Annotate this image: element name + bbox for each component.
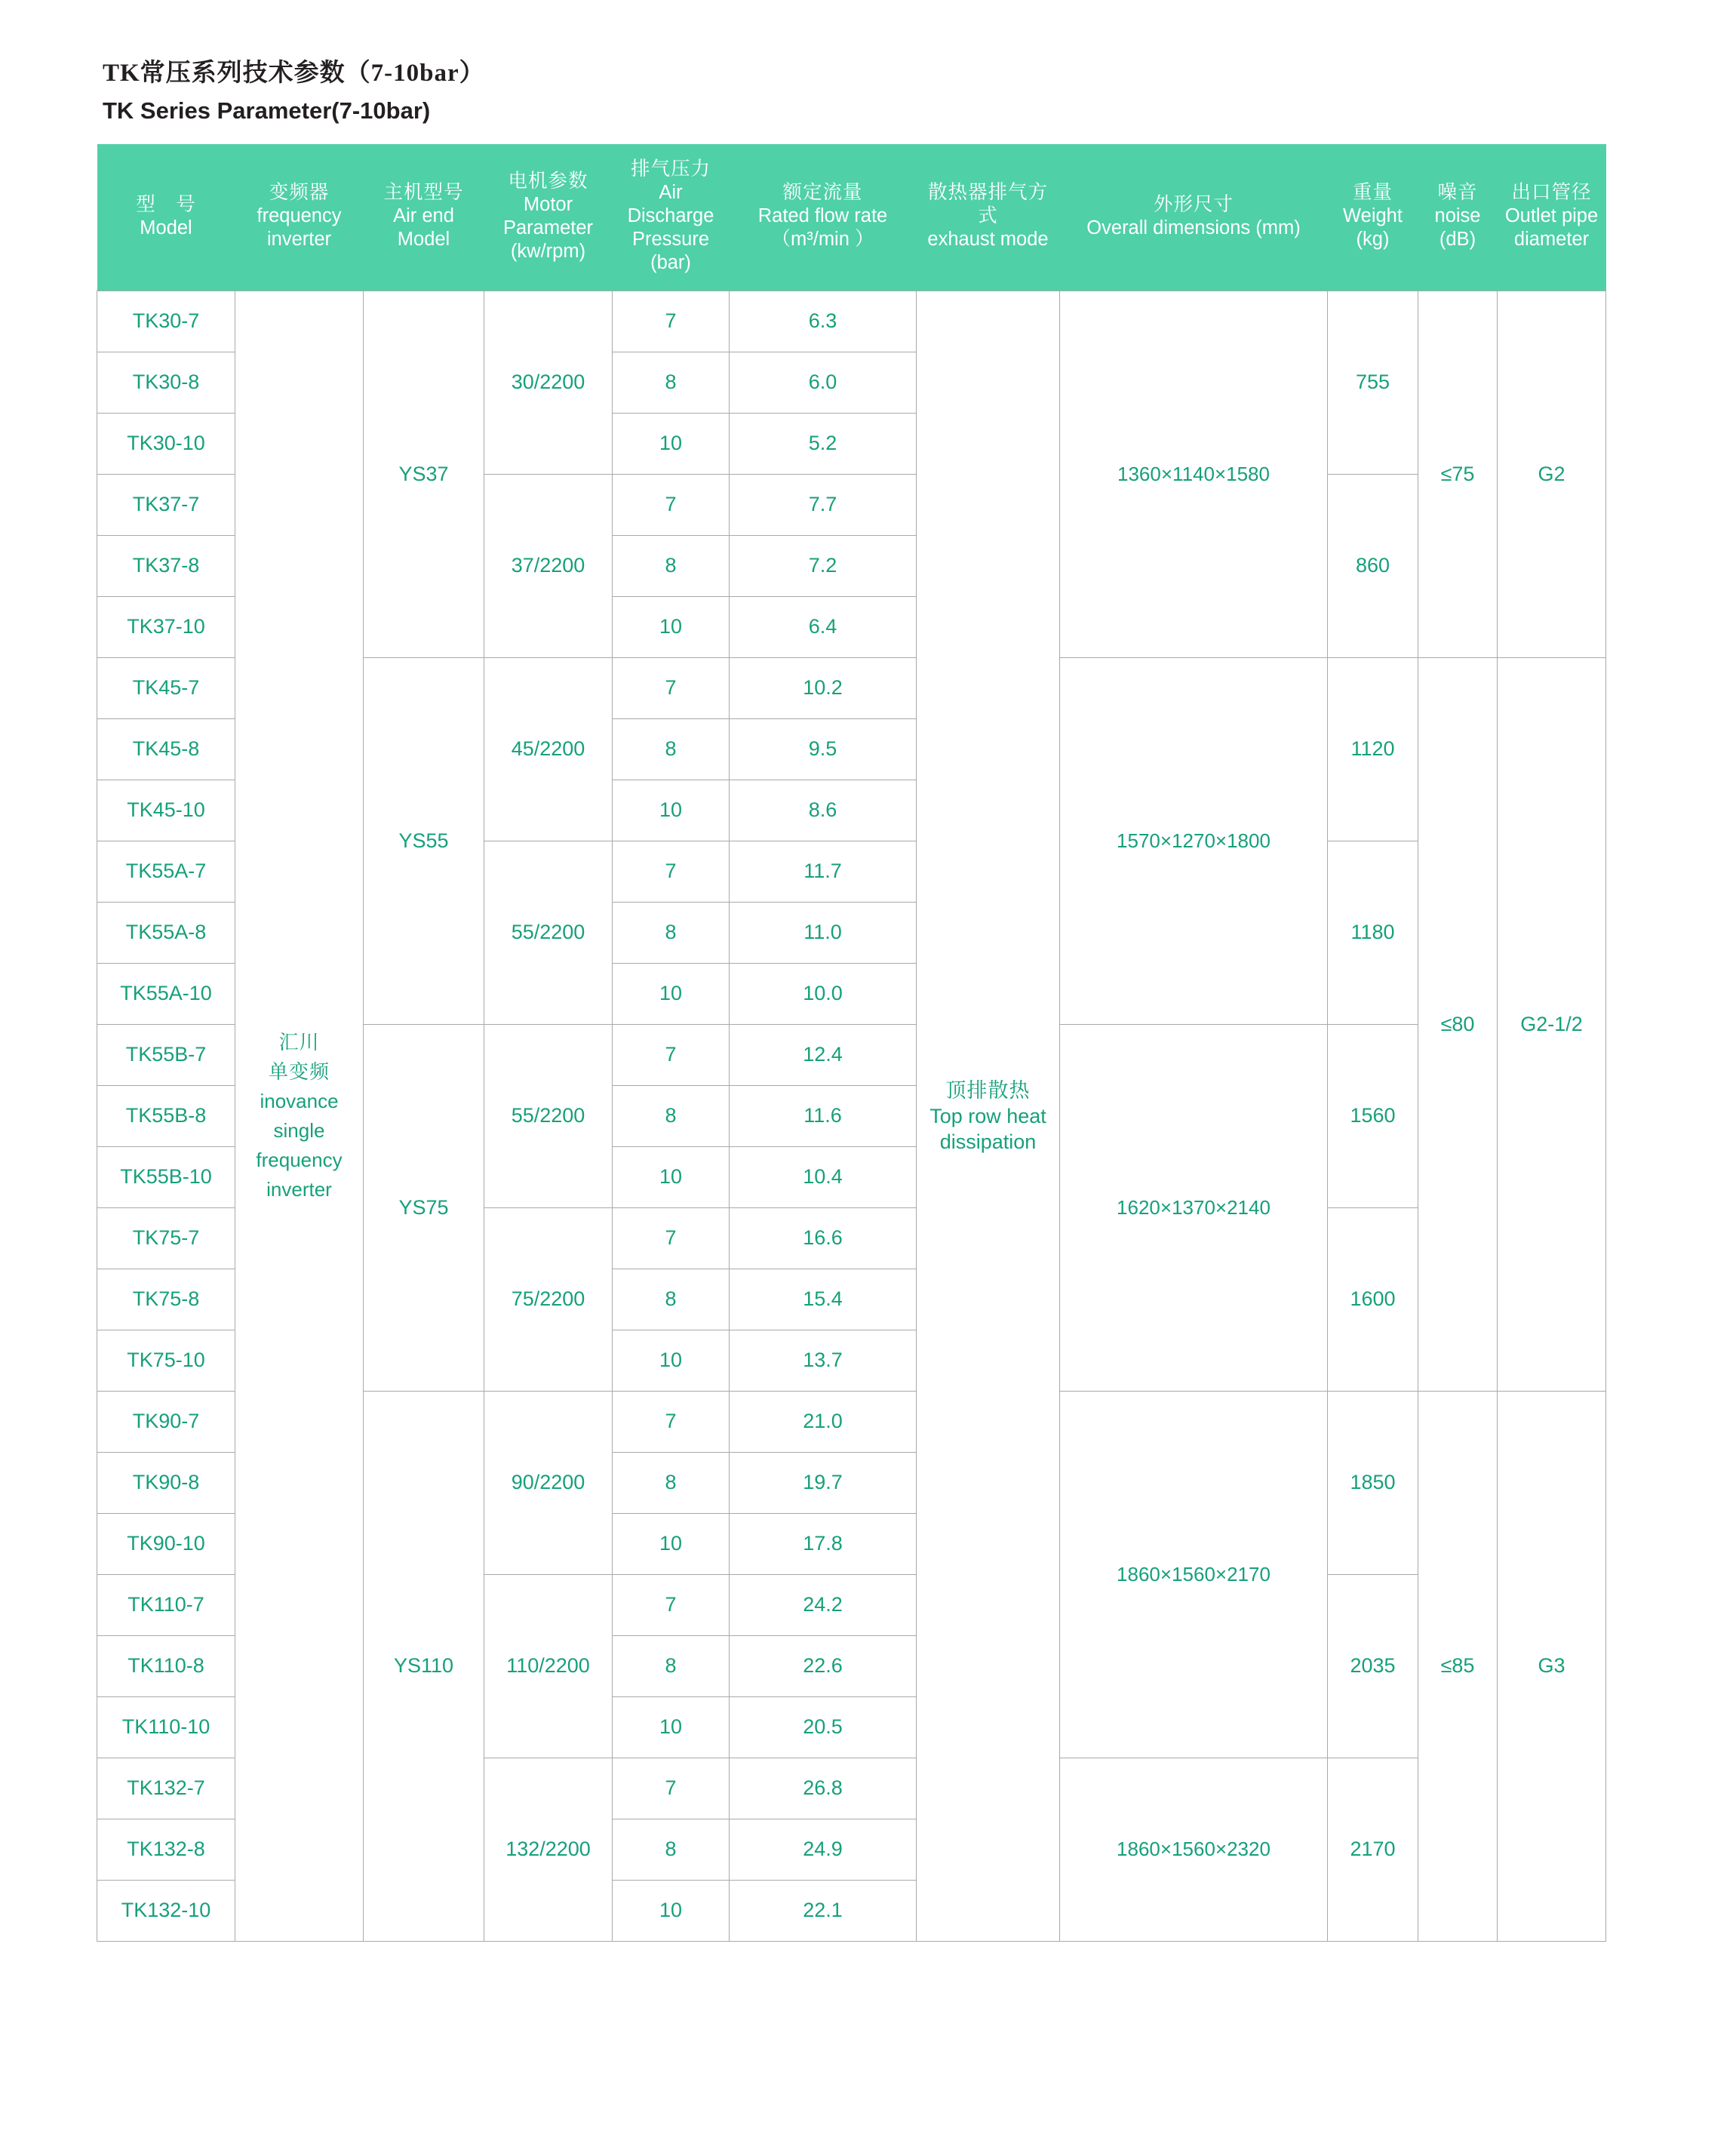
cell-model: TK75-7 [97, 1207, 235, 1269]
page-title-cn: TK常压系列技术参数（7-10bar） [103, 60, 485, 87]
cell-air-discharge-pressure: 8 [613, 1085, 730, 1146]
table-row [97, 291, 1606, 352]
column-header-weight [1328, 144, 1418, 291]
cell-air-discharge-pressure: 7 [613, 841, 730, 902]
column-header-model [97, 144, 235, 291]
cell-air-discharge-pressure: 10 [613, 1330, 730, 1391]
cell-model: TK75-10 [97, 1330, 235, 1391]
cell-rated-flow-rate: 22.1 [730, 1880, 917, 1941]
cell-model: TK55A-7 [97, 841, 235, 902]
cell-model: TK90-7 [97, 1391, 235, 1452]
cell-air-discharge-pressure: 10 [613, 413, 730, 474]
cell-model: TK132-8 [97, 1819, 235, 1880]
column-header-outlet-en: Outlet pipe diameter [1504, 205, 1599, 251]
cell-model: TK45-7 [97, 657, 235, 718]
cell-rated-flow-rate: 24.2 [730, 1574, 917, 1635]
cell-air-discharge-pressure: 10 [613, 1696, 730, 1758]
cell-air-end-model: YS75 [364, 1024, 484, 1391]
column-header-inverter-cn: 变频器 [269, 182, 330, 204]
column-header-motor [484, 144, 613, 291]
cell-overall-dimensions: 1620×1370×2140 [1060, 1024, 1328, 1391]
column-header-flow-cn: 额定流量 [782, 182, 863, 204]
cell-overall-dimensions: 1860×1560×2320 [1060, 1758, 1328, 1941]
cell-air-discharge-pressure: 10 [613, 596, 730, 657]
cell-rated-flow-rate: 12.4 [730, 1024, 917, 1085]
cell-outlet-pipe-diameter: G2 [1498, 291, 1606, 657]
cell-overall-dimensions: 1570×1270×1800 [1060, 657, 1328, 1024]
column-header-exhaust [917, 144, 1060, 291]
cell-weight: 1120 [1328, 657, 1418, 841]
cell-motor-parameter: 75/2200 [484, 1207, 613, 1391]
cell-rated-flow-rate: 9.5 [730, 718, 917, 780]
cell-noise: ≤85 [1418, 1391, 1498, 1941]
cell-model: TK110-8 [97, 1635, 235, 1696]
column-header-outlet [1498, 144, 1606, 291]
cell-air-discharge-pressure: 8 [613, 352, 730, 413]
cell-rated-flow-rate: 6.3 [730, 291, 917, 352]
column-header-airend [364, 144, 484, 291]
cell-weight: 1600 [1328, 1207, 1418, 1391]
cell-air-discharge-pressure: 7 [613, 1207, 730, 1269]
cell-model: TK30-10 [97, 413, 235, 474]
cell-model: TK37-8 [97, 535, 235, 596]
cell-motor-parameter: 45/2200 [484, 657, 613, 841]
cell-motor-parameter: 55/2200 [484, 841, 613, 1024]
cell-model: TK37-10 [97, 596, 235, 657]
cell-rated-flow-rate: 8.6 [730, 780, 917, 841]
cell-air-discharge-pressure: 8 [613, 718, 730, 780]
cell-model: TK37-7 [97, 474, 235, 535]
cell-weight: 860 [1328, 474, 1418, 657]
specification-table [97, 144, 1606, 1942]
cell-motor-parameter: 55/2200 [484, 1024, 613, 1207]
cell-model: TK55B-7 [97, 1024, 235, 1085]
cell-motor-parameter: 90/2200 [484, 1391, 613, 1574]
cell-air-discharge-pressure: 10 [613, 1513, 730, 1574]
cell-rated-flow-rate: 15.4 [730, 1269, 917, 1330]
cell-air-discharge-pressure: 7 [613, 657, 730, 718]
cell-outlet-pipe-diameter: G2-1/2 [1498, 657, 1606, 1391]
cell-model: TK55A-10 [97, 963, 235, 1024]
cell-rated-flow-rate: 11.0 [730, 902, 917, 963]
cell-air-discharge-pressure: 7 [613, 1024, 730, 1085]
cell-rated-flow-rate: 5.2 [730, 413, 917, 474]
column-header-dimensions-en: Overall dimensions (mm) [1086, 217, 1301, 238]
cell-air-discharge-pressure: 8 [613, 1269, 730, 1330]
column-header-noise-cn: 噪音 [1437, 182, 1478, 204]
column-header-model-en: Model [140, 217, 192, 238]
cell-air-discharge-pressure: 7 [613, 291, 730, 352]
column-header-noise-en: noise (dB) [1434, 205, 1481, 251]
cell-weight: 1560 [1328, 1024, 1418, 1207]
cell-air-discharge-pressure: 8 [613, 1635, 730, 1696]
cell-rated-flow-rate: 16.6 [730, 1207, 917, 1269]
cell-rated-flow-rate: 11.7 [730, 841, 917, 902]
cell-air-discharge-pressure: 8 [613, 535, 730, 596]
cell-air-discharge-pressure: 10 [613, 780, 730, 841]
table-header-row [97, 144, 1606, 291]
column-header-model-cn: 型 号 [136, 193, 196, 215]
cell-weight: 1180 [1328, 841, 1418, 1024]
column-header-weight-cn: 重量 [1352, 182, 1393, 204]
cell-rated-flow-rate: 19.7 [730, 1452, 917, 1513]
column-header-airend-en: Air end Model [393, 205, 454, 251]
cell-model: TK110-7 [97, 1574, 235, 1635]
cell-model: TK45-8 [97, 718, 235, 780]
column-header-pressure-cn: 排气压力 [630, 158, 711, 180]
cell-motor-parameter: 37/2200 [484, 474, 613, 657]
column-header-inverter-en: frequency inverter [257, 205, 342, 251]
cell-rated-flow-rate: 10.2 [730, 657, 917, 718]
cell-model: TK132-10 [97, 1880, 235, 1941]
cell-overall-dimensions: 1860×1560×2170 [1060, 1391, 1328, 1758]
column-header-exhaust-en: exhaust mode [927, 229, 1049, 251]
cell-model: TK30-8 [97, 352, 235, 413]
cell-weight: 2035 [1328, 1574, 1418, 1758]
cell-air-discharge-pressure: 10 [613, 1880, 730, 1941]
cell-air-discharge-pressure: 10 [613, 1146, 730, 1207]
cell-air-discharge-pressure: 7 [613, 1391, 730, 1452]
cell-model: TK30-7 [97, 291, 235, 352]
column-header-airend-cn: 主机型号 [383, 182, 464, 204]
cell-model: TK90-10 [97, 1513, 235, 1574]
cell-model: TK55A-8 [97, 902, 235, 963]
cell-rated-flow-rate: 17.8 [730, 1513, 917, 1574]
cell-air-discharge-pressure: 8 [613, 902, 730, 963]
table-body [97, 291, 1606, 1941]
cell-rated-flow-rate: 24.9 [730, 1819, 917, 1880]
cell-rated-flow-rate: 13.7 [730, 1330, 917, 1391]
cell-air-discharge-pressure: 10 [613, 963, 730, 1024]
cell-model: TK90-8 [97, 1452, 235, 1513]
column-header-outlet-cn: 出口管径 [1511, 182, 1592, 204]
column-header-motor-en: Motor Parameter (kw/rpm) [502, 193, 594, 262]
cell-model: TK110-10 [97, 1696, 235, 1758]
cell-rated-flow-rate: 22.6 [730, 1635, 917, 1696]
cell-air-end-model: YS55 [364, 657, 484, 1024]
column-header-weight-en: Weight (kg) [1343, 205, 1403, 251]
cell-rated-flow-rate: 10.0 [730, 963, 917, 1024]
cell-model: TK55B-10 [97, 1146, 235, 1207]
cell-rated-flow-rate: 11.6 [730, 1085, 917, 1146]
cell-motor-parameter: 110/2200 [484, 1574, 613, 1758]
cell-motor-parameter: 132/2200 [484, 1758, 613, 1941]
cell-weight: 755 [1328, 291, 1418, 474]
cell-air-end-model: YS110 [364, 1391, 484, 1941]
cell-rated-flow-rate: 21.0 [730, 1391, 917, 1452]
cell-noise: ≤75 [1418, 291, 1498, 657]
cell-rated-flow-rate: 7.7 [730, 474, 917, 535]
cell-rated-flow-rate: 26.8 [730, 1758, 917, 1819]
cell-rated-flow-rate: 6.0 [730, 352, 917, 413]
cell-air-discharge-pressure: 7 [613, 474, 730, 535]
column-header-inverter [235, 144, 364, 291]
column-header-dimensions [1060, 144, 1328, 291]
cell-model: TK45-10 [97, 780, 235, 841]
column-header-dimensions-cn: 外形尺寸 [1153, 193, 1234, 215]
column-header-pressure [613, 144, 730, 291]
cell-weight: 2170 [1328, 1758, 1418, 1941]
cell-model: TK55B-8 [97, 1085, 235, 1146]
cell-rated-flow-rate: 7.2 [730, 535, 917, 596]
column-header-exhaust-cn: 散热器排气方式 [927, 182, 1048, 227]
column-header-noise [1418, 144, 1498, 291]
cell-weight: 1850 [1328, 1391, 1418, 1574]
column-header-flow [730, 144, 917, 291]
cell-air-end-model: YS37 [364, 291, 484, 657]
column-header-motor-cn: 电机参数 [508, 170, 588, 192]
cell-rated-flow-rate: 20.5 [730, 1696, 917, 1758]
cell-model: TK75-8 [97, 1269, 235, 1330]
cell-air-discharge-pressure: 8 [613, 1452, 730, 1513]
cell-noise: ≤80 [1418, 657, 1498, 1391]
cell-motor-parameter: 30/2200 [484, 291, 613, 474]
page-title-en: TK Series Parameter(7-10bar) [103, 97, 431, 124]
cell-outlet-pipe-diameter: G3 [1498, 1391, 1606, 1941]
cell-exhaust-mode: 顶排散热 Top row heat dissipation [917, 291, 1060, 1941]
cell-overall-dimensions: 1360×1140×1580 [1060, 291, 1328, 657]
cell-model: TK132-7 [97, 1758, 235, 1819]
cell-air-discharge-pressure: 7 [613, 1574, 730, 1635]
column-header-pressure-en: Air Discharge Pressure (bar) [627, 182, 714, 274]
cell-frequency-inverter: 汇川 单变频 inovance single frequency inverter [235, 291, 364, 1941]
cell-air-discharge-pressure: 7 [613, 1758, 730, 1819]
cell-air-discharge-pressure: 8 [613, 1819, 730, 1880]
column-header-flow-en: Rated flow rate （m³/min ） [757, 205, 888, 251]
cell-rated-flow-rate: 6.4 [730, 596, 917, 657]
cell-rated-flow-rate: 10.4 [730, 1146, 917, 1207]
